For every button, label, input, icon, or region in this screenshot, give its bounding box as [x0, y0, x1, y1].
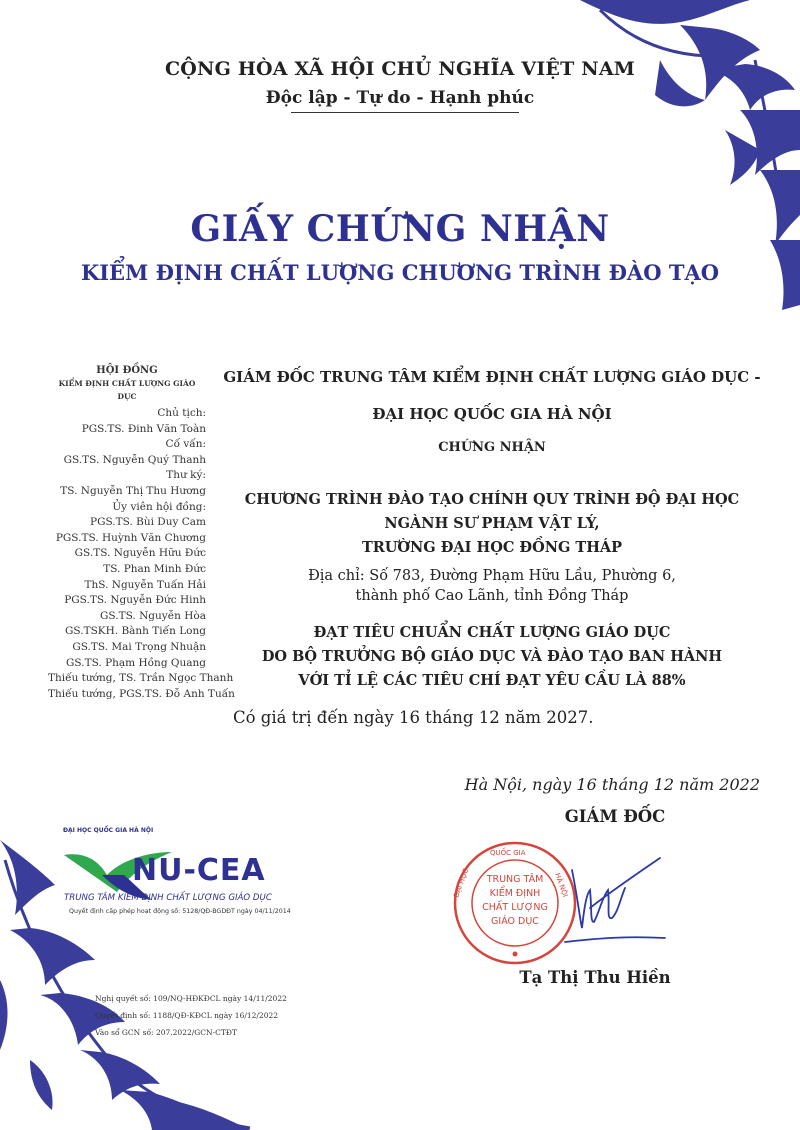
- nation-name: CỘNG HÒA XÃ HỘI CHỦ NGHĨA VIỆT NAM: [164, 58, 636, 80]
- program-block: [222, 488, 762, 560]
- svg-text:CHẤT LƯỢNG: CHẤT LƯỢNG: [482, 902, 548, 913]
- address-line-2: thành phố Cao Lãnh, tỉnh Đồng Tháp: [355, 588, 629, 604]
- council-row: Thư ký:: [166, 469, 206, 482]
- council-row: Thiếu tướng, PGS.TS. Đỗ Anh Tuấn: [48, 687, 235, 700]
- reference-item: Quyết định số: 1188/QĐ-KĐCL ngày 16/12/2022: [95, 1011, 279, 1020]
- issuer-line-1: GIÁM ĐỐC TRUNG TÂM KIỂM ĐỊNH CHẤT LƯỢNG GIÁO DỤC -: [223, 368, 761, 386]
- council-row: GS.TS. Nguyễn Hữu Đức: [74, 547, 206, 560]
- standard-line-3: VỚI TỈ LỆ CÁC TIÊU CHÍ ĐẠT YÊU CẦU LÀ 88%: [298, 672, 686, 689]
- council-row: GS.TS. Mai Trọng Nhuận: [72, 640, 206, 653]
- certificate-title: GIẤY CHỨNG NHẬN: [190, 208, 610, 250]
- logo-university-text: ĐẠI HỌC QUỐC GIA HÀ NỘI: [63, 827, 154, 834]
- motto-underline: [291, 112, 519, 113]
- council-row: TS. Nguyễn Thị Thu Hương: [60, 484, 206, 497]
- council-row: Thiếu tướng, TS. Trần Ngọc Thanh: [48, 672, 234, 685]
- svg-text:HÀ NỘI: HÀ NỘI: [553, 871, 570, 899]
- signer-name: Tạ Thị Thu Hiền: [519, 968, 671, 987]
- council-row: PGS.TS. Nguyễn Đức Hinh: [64, 594, 206, 607]
- council-row: Chủ tịch:: [157, 407, 206, 419]
- certifies-label: CHỨNG NHẬN: [438, 440, 546, 455]
- program-line-2: NGÀNH SƯ PHẠM VẬT LÝ,: [384, 515, 600, 532]
- director-signature: [560, 850, 670, 960]
- issuer-line-2: ĐẠI HỌC QUỐC GIA HÀ NỘI: [372, 405, 612, 423]
- svg-text:QUỐC GIA: QUỐC GIA: [490, 849, 526, 857]
- svg-text:ĐẠI HỌC: ĐẠI HỌC: [452, 867, 471, 899]
- council-row: PGS.TS. Bùi Duy Cam: [90, 516, 206, 529]
- logo-license: Quyết định cấp phép hoạt động số: 5128/QĐ-BGDĐT ngày 04/11/2014: [69, 908, 291, 915]
- validity-text: Có giá trị đến ngày 16 tháng 12 năm 2027.: [233, 708, 594, 727]
- reference-item: Nghị quyết số: 109/NQ-HĐKĐCL ngày 14/11/2022: [95, 994, 287, 1003]
- standard-line-2: DO BỘ TRƯỞNG BỘ GIÁO DỤC VÀ ĐÀO TẠO BAN HÀNH: [261, 648, 723, 665]
- certificate-subtitle: KIỂM ĐỊNH CHẤT LƯỢNG CHƯƠNG TRÌNH ĐÀO TẠO: [80, 260, 720, 285]
- svg-text:NU-CEA: NU-CEA: [132, 853, 266, 888]
- council-list: [48, 364, 235, 702]
- place-date: Hà Nội, ngày 16 tháng 12 năm 2022: [464, 775, 760, 794]
- reference-list: [95, 990, 287, 1041]
- standard-line-1: ĐẠT TIÊU CHUẨN CHẤT LƯỢNG GIÁO DỤC: [313, 624, 671, 641]
- national-motto: Độc lập - Tự do - Hạnh phúc: [265, 88, 535, 108]
- council-row: GS.TS. Nguyễn Quý Thanh: [63, 453, 206, 466]
- nu-cea-logo: [62, 830, 332, 920]
- svg-text:GIÁO DỤC: GIÁO DỤC: [491, 916, 539, 927]
- council-row: PGS.TS. Đinh Văn Toàn: [81, 422, 206, 435]
- svg-text:KIỂM ĐỊNH: KIỂM ĐỊNH: [489, 888, 541, 899]
- council-row: Cố vấn:: [165, 438, 206, 451]
- standard-block: [222, 621, 762, 693]
- program-line-1: CHƯƠNG TRÌNH ĐÀO TẠO CHÍNH QUY TRÌNH ĐỘ ĐẠI HỌC: [244, 491, 740, 508]
- council-row: GS.TS. Phạm Hồng Quang: [66, 656, 206, 669]
- program-line-3: TRƯỜNG ĐẠI HỌC ĐỒNG THÁP: [361, 539, 623, 556]
- council-row: Ủy viên hội đồng:: [112, 500, 206, 513]
- logo-subtitle: TRUNG TÂM KIỂM ĐỊNH CHẤT LƯỢNG GIÁO DỤC: [64, 893, 272, 903]
- council-row: GS.TS. Nguyễn Hòa: [100, 609, 206, 622]
- address-line-1: Địa chỉ: Số 783, Đường Phạm Hữu Lầu, Phường 6,: [308, 568, 676, 584]
- director-title: GIÁM ĐỐC: [564, 807, 666, 826]
- reference-item: Vào sổ GCN số: 207.2022/GCN-CTĐT: [95, 1028, 237, 1037]
- svg-text:TRUNG TÂM: TRUNG TÂM: [486, 874, 544, 885]
- council-row: TS. Phan Minh Đức: [103, 562, 206, 575]
- council-row: ThS. Nguyễn Tuấn Hải: [84, 578, 206, 591]
- council-row: GS.TSKH. Bành Tiến Long: [65, 625, 206, 638]
- address-block: [222, 566, 762, 606]
- council-heading: HỘI ĐỒNG: [96, 365, 158, 376]
- council-subheading: KIỂM ĐỊNH CHẤT LƯỢNG GIÁO DỤC: [58, 379, 196, 401]
- council-row: PGS.TS. Huỳnh Văn Chương: [55, 531, 206, 544]
